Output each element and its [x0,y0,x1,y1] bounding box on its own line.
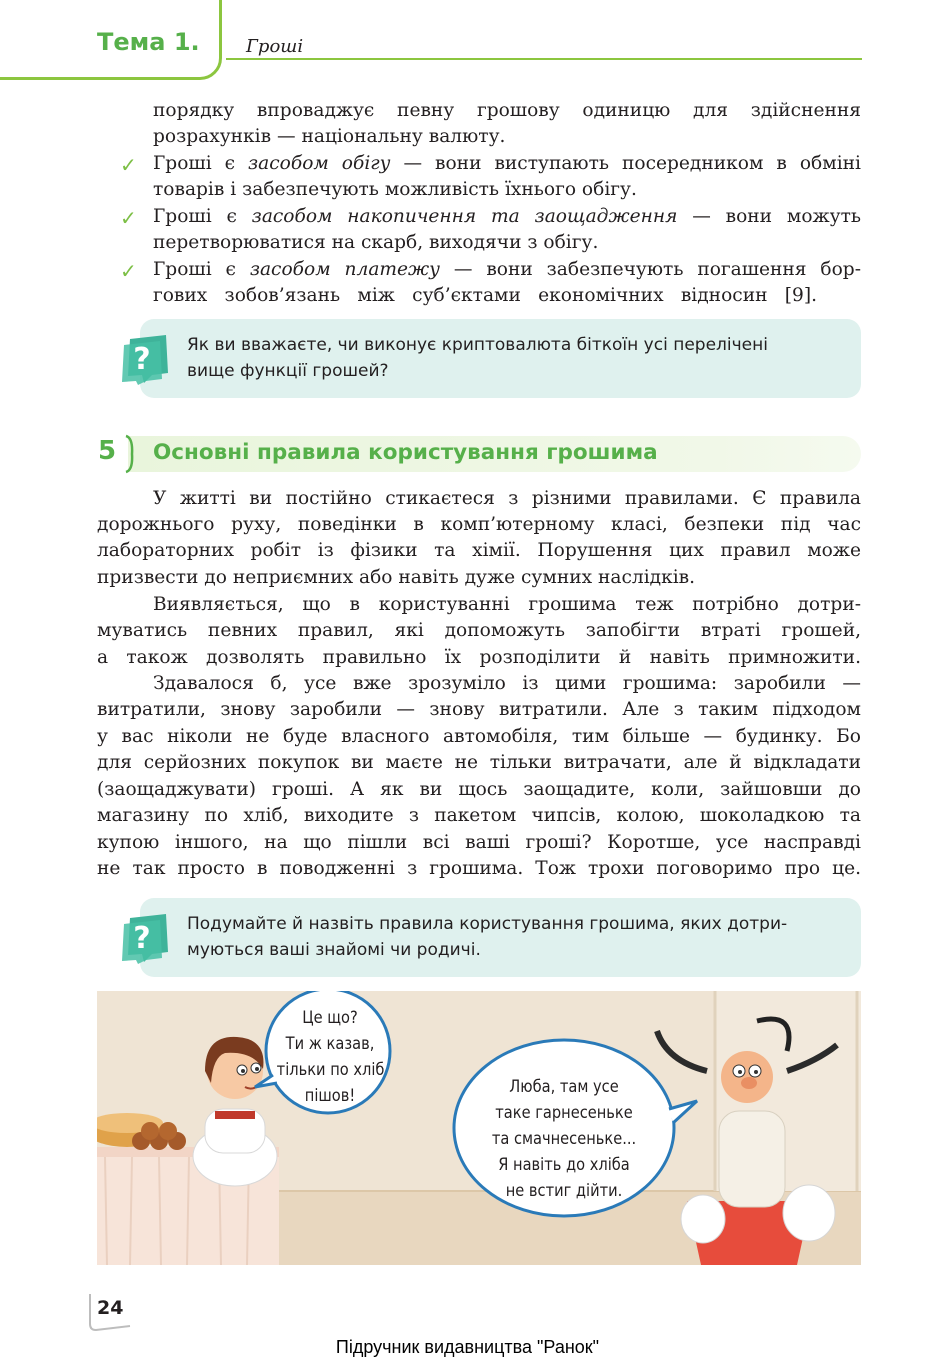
bubble-line: Це що? [302,1008,358,1028]
function-item-line: товарів і забезпечують можливість їхнього обігу. [153,179,637,200]
bubble-line: Люба, там усе [509,1077,619,1097]
paragraph-line: дорожнього руху, поведінки в комп’ютерному класі, безпеки під час [97,514,861,535]
topic-label: Тема 1. [97,28,200,56]
paragraph-line: призвести до неприємних або навіть дуже сумних наслідків. [97,567,696,588]
paragraph-line: купою іншого, на що пішли всі ваші гроші? Коротше, усе насправді [97,832,861,853]
function-item-line: перетворюватися на скарб, виходячи з обігу. [153,232,599,253]
question-text: Як ви вважаєте, чи виконує криптовалюта біткоїн усі перелічені [187,335,768,355]
question-text: вище функції грошей? [187,361,389,381]
page-number: 24 [97,1297,124,1319]
bubble-line: пішов! [304,1086,356,1106]
paragraph-line: а також дозволять правильно їх розподілити й навіть примножити. [97,647,861,668]
running-title: Гроші [246,36,304,57]
paragraph-line: У житті ви постійно стикаєтеся з різними правилами. Є правила [153,488,861,509]
question-icon [122,912,170,964]
bubble-line: Я навіть до хліба [498,1155,630,1175]
function-item-line: Гроші є засобом накопичення та заощадження — вони можуть [153,206,861,227]
function-item-line: Гроші є засобом платежу — вони забезпечують погашення бор- [153,259,861,280]
header-rule [226,58,862,60]
section-title: Основні правила користування грошима [153,440,658,465]
paragraph-line: лабораторних робіт із фізики та хімії. Порушення цих правил може [97,540,861,561]
svg-text:?: ? [133,921,151,956]
section-bracket [124,434,134,474]
intro-line: порядку впроваджує певну грошову одиницю для здійснення [153,100,861,121]
question-text: Подумайте й назвіть правила користування грошима, яких дотри- [187,914,788,934]
paragraph-line: не так просто в поводженні з грошима. Тож трохи поговоримо про це. [97,858,861,879]
paragraph-line: для серйозних покупок ви маєте не тільки витрачати, але й відкладати [97,752,861,773]
bubble-line: не встиг дійти. [505,1181,623,1201]
paragraph-line: магазину по хліб, виходите з пакетом чипсів, колою, шоколадкою та [97,805,861,826]
bubble-line: тільки по хліб [276,1060,385,1080]
paragraph-line: у вас ніколи не буде власного автомобіля, тим більше — будинку. Бо [97,726,861,747]
paragraph-line: Здавалося б, усе вже зрозуміло із цими грошима: заробили — [153,673,861,694]
bubble-line: та смачнесеньке... [491,1129,637,1149]
intro-line: розрахунків — національну валюту. [153,126,506,147]
check-icon: ✓ [120,206,137,230]
function-item-line: Гроші є засобом обігу — вони виступають посередником в обміні [153,153,861,174]
speech-bubble-man [487,1074,642,1204]
function-item-line: гових зобов’язань між суб’єктами економічних відносин [9]. [153,285,817,306]
paragraph-line: муватись певних правил, які допоможуть запобігти втраті грошей, [97,620,861,641]
svg-text:?: ? [133,342,151,377]
bubble-line: Ти ж казав, [285,1034,375,1054]
paragraph-line: (заощаджувати) гроші. А як ви щось заощадите, коли, зайшовши до [97,779,861,800]
speech-bubble-woman [277,1005,384,1109]
paragraph-line: витратили, знову заробили — знову витратили. Але з таким підходом [97,699,861,720]
paragraph-line: Виявляється, що в користуванні грошима теж потрібно дотри- [153,594,861,615]
question-text: муються ваші знайомі чи родичі. [187,940,481,960]
section-number: 5 [98,436,117,466]
publisher-note: Підручник видавництва "Ранок" [335,1337,600,1357]
comic-illustration [97,991,861,1265]
check-icon: ✓ [120,153,137,177]
bubble-line: таке гарнесеньке [495,1103,633,1123]
question-icon [122,333,170,385]
check-icon: ✓ [120,259,137,283]
